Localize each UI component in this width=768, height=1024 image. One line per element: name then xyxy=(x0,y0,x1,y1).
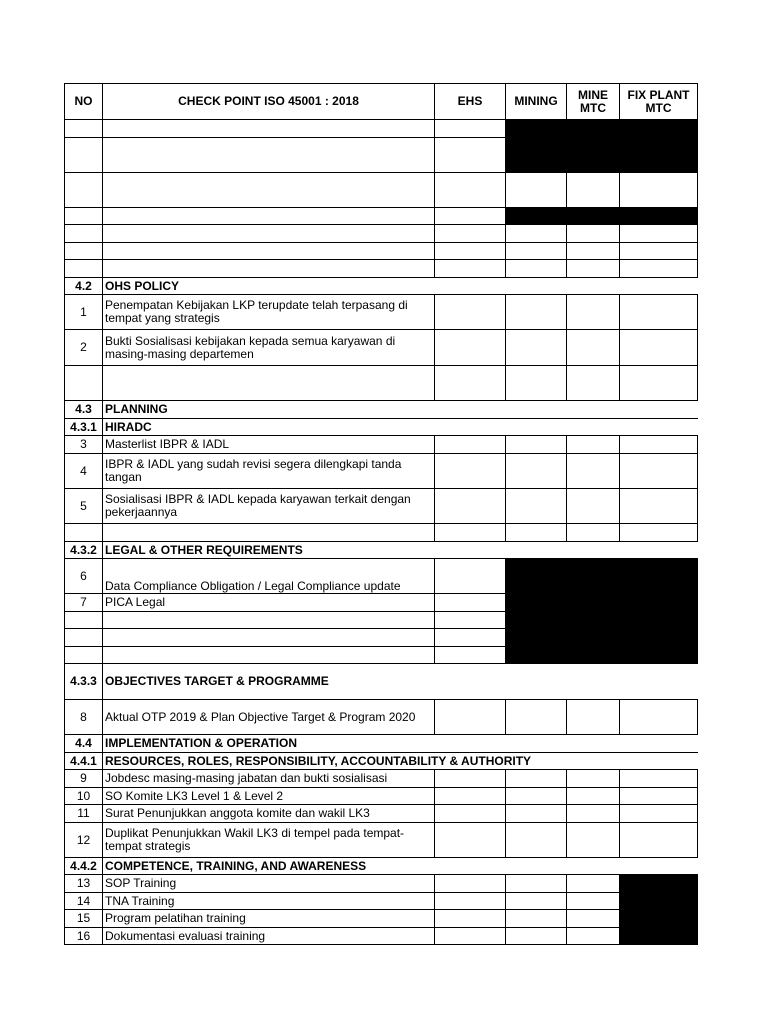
mine-mtc-cell xyxy=(567,612,620,629)
blank-row xyxy=(65,366,698,401)
checkpoint-text xyxy=(103,138,435,173)
ehs-cell[interactable] xyxy=(435,893,506,910)
checkpoint-row xyxy=(65,910,698,928)
checkpoint-text: Jobdesc masing-masing jabatan dan bukti sosialisasi xyxy=(103,770,435,788)
item-number xyxy=(65,260,103,278)
mining-cell[interactable] xyxy=(506,173,567,208)
section-title: IMPLEMENTATION & OPERATION xyxy=(103,735,698,753)
section-row xyxy=(65,401,698,419)
item-number: 7 xyxy=(65,594,103,612)
fix-plant-mtc-cell[interactable] xyxy=(620,295,698,330)
mining-cell[interactable] xyxy=(506,910,567,928)
checkpoint-text xyxy=(103,173,435,208)
section-row xyxy=(65,542,698,559)
fix-plant-mtc-cell[interactable] xyxy=(620,243,698,260)
item-number: 16 xyxy=(65,928,103,945)
checkpoint-row xyxy=(65,489,698,524)
item-number xyxy=(65,225,103,243)
checkpoint-text xyxy=(103,243,435,260)
mining-cell[interactable] xyxy=(506,295,567,330)
col-header-ehs: EHS xyxy=(435,84,506,120)
item-number: 9 xyxy=(65,770,103,788)
item-number: 2 xyxy=(65,330,103,366)
ehs-cell[interactable] xyxy=(435,225,506,243)
section-row xyxy=(65,735,698,753)
blank-row xyxy=(65,524,698,542)
checklist-table xyxy=(64,83,698,945)
ehs-cell[interactable] xyxy=(435,788,506,805)
fix-plant-mtc-cell xyxy=(620,120,698,138)
checklist-sheet xyxy=(64,83,697,945)
mine-mtc-cell[interactable] xyxy=(567,770,620,788)
mining-cell[interactable] xyxy=(506,823,567,858)
mine-mtc-cell[interactable] xyxy=(567,295,620,330)
mining-cell xyxy=(506,120,567,138)
fix-plant-mtc-cell xyxy=(620,928,698,945)
item-number xyxy=(65,208,103,225)
item-number xyxy=(65,120,103,138)
checkpoint-row xyxy=(65,454,698,489)
section-row xyxy=(65,278,698,295)
fix-plant-mtc-cell[interactable] xyxy=(620,454,698,489)
checkpoint-text xyxy=(103,612,435,629)
mining-cell[interactable] xyxy=(506,243,567,260)
mine-mtc-cell[interactable] xyxy=(567,910,620,928)
col-header-mine-mtc: MINE MTC xyxy=(567,84,620,120)
mine-mtc-cell xyxy=(567,594,620,612)
ehs-cell[interactable] xyxy=(435,366,506,401)
ehs-cell[interactable] xyxy=(435,875,506,893)
ehs-cell[interactable] xyxy=(435,647,506,664)
checkpoint-text: Penempatan Kebijakan LKP terupdate telah terpasang di tempat yang strategis xyxy=(103,295,435,330)
ehs-cell[interactable] xyxy=(435,173,506,208)
section-number: 4.3.1 xyxy=(65,419,103,436)
mine-mtc-cell xyxy=(567,559,620,594)
blank-row xyxy=(65,120,698,138)
checkpoint-row xyxy=(65,330,698,366)
item-number: 3 xyxy=(65,436,103,454)
section-row xyxy=(65,858,698,875)
checkpoint-row xyxy=(65,295,698,330)
fix-plant-mtc-cell xyxy=(620,594,698,612)
section-row xyxy=(65,753,698,770)
ehs-cell[interactable] xyxy=(435,330,506,366)
section-number: 4.4.1 xyxy=(65,753,103,770)
section-number: 4.4 xyxy=(65,735,103,753)
mining-cell xyxy=(506,208,567,225)
item-number: 5 xyxy=(65,489,103,524)
checkpoint-text xyxy=(103,647,435,664)
section-title: LEGAL & OTHER REQUIREMENTS xyxy=(103,542,698,559)
blank-row xyxy=(65,260,698,278)
mining-cell[interactable] xyxy=(506,436,567,454)
checkpoint-text: Masterlist IBPR & IADL xyxy=(103,436,435,454)
checkpoint-row xyxy=(65,788,698,805)
item-number: 15 xyxy=(65,910,103,928)
mine-mtc-cell[interactable] xyxy=(567,700,620,735)
checkpoint-text xyxy=(103,225,435,243)
item-number xyxy=(65,612,103,629)
ehs-cell[interactable] xyxy=(435,612,506,629)
fix-plant-mtc-cell[interactable] xyxy=(620,524,698,542)
checkpoint-row xyxy=(65,436,698,454)
checkpoint-text: SOP Training xyxy=(103,875,435,893)
item-number xyxy=(65,243,103,260)
mining-cell[interactable] xyxy=(506,875,567,893)
item-number: 11 xyxy=(65,805,103,823)
item-number xyxy=(65,173,103,208)
ehs-cell[interactable] xyxy=(435,489,506,524)
mining-cell[interactable] xyxy=(506,805,567,823)
item-number: 14 xyxy=(65,893,103,910)
checkpoint-row xyxy=(65,594,698,612)
ehs-cell[interactable] xyxy=(435,594,506,612)
mining-cell[interactable] xyxy=(506,770,567,788)
blank-row xyxy=(65,225,698,243)
section-number: 4.2 xyxy=(65,278,103,295)
fix-plant-mtc-cell xyxy=(620,893,698,910)
checkpoint-text xyxy=(103,524,435,542)
checkpoint-text: PICA Legal xyxy=(103,594,435,612)
checkpoint-row xyxy=(65,893,698,910)
checkpoint-text: Dokumentasi evaluasi training xyxy=(103,928,435,945)
mine-mtc-cell[interactable] xyxy=(567,524,620,542)
mining-cell xyxy=(506,138,567,173)
ehs-cell[interactable] xyxy=(435,260,506,278)
fix-plant-mtc-cell[interactable] xyxy=(620,489,698,524)
mining-cell[interactable] xyxy=(506,489,567,524)
mining-cell xyxy=(506,647,567,664)
section-number: 4.3 xyxy=(65,401,103,419)
ehs-cell[interactable] xyxy=(435,138,506,173)
checkpoint-row xyxy=(65,805,698,823)
item-number xyxy=(65,138,103,173)
checkpoint-text: IBPR & IADL yang sudah revisi segera dilengkapi tanda tangan xyxy=(103,454,435,489)
checkpoint-row xyxy=(65,770,698,788)
fix-plant-mtc-cell[interactable] xyxy=(620,260,698,278)
blank-row xyxy=(65,243,698,260)
checkpoint-text xyxy=(103,629,435,647)
mine-mtc-cell xyxy=(567,629,620,647)
mine-mtc-cell[interactable] xyxy=(567,805,620,823)
section-title: HIRADC xyxy=(103,419,698,436)
ehs-cell[interactable] xyxy=(435,559,506,594)
mine-mtc-cell xyxy=(567,120,620,138)
ehs-cell[interactable] xyxy=(435,454,506,489)
ehs-cell[interactable] xyxy=(435,295,506,330)
mining-cell[interactable] xyxy=(506,893,567,910)
mine-mtc-cell[interactable] xyxy=(567,243,620,260)
section-number: 4.4.2 xyxy=(65,858,103,875)
section-number: 4.3.2 xyxy=(65,542,103,559)
header-row xyxy=(65,84,698,120)
fix-plant-mtc-cell[interactable] xyxy=(620,225,698,243)
ehs-cell[interactable] xyxy=(435,910,506,928)
blank-row xyxy=(65,208,698,225)
checkpoint-row xyxy=(65,875,698,893)
section-title: PLANNING xyxy=(103,401,698,419)
mine-mtc-cell[interactable] xyxy=(567,788,620,805)
mining-cell[interactable] xyxy=(506,788,567,805)
item-number xyxy=(65,366,103,401)
ehs-cell[interactable] xyxy=(435,436,506,454)
checkpoint-text: SO Komite LK3 Level 1 & Level 2 xyxy=(103,788,435,805)
mine-mtc-cell xyxy=(567,138,620,173)
checkpoint-text xyxy=(103,120,435,138)
mine-mtc-cell[interactable] xyxy=(567,928,620,945)
fix-plant-mtc-cell xyxy=(620,910,698,928)
section-row xyxy=(65,664,698,700)
fix-plant-mtc-cell xyxy=(620,138,698,173)
checkpoint-text: Duplikat Penunjukkan Wakil LK3 di tempel pada tempat-tempat strategis xyxy=(103,823,435,858)
ehs-cell[interactable] xyxy=(435,928,506,945)
mining-cell[interactable] xyxy=(506,330,567,366)
ehs-cell[interactable] xyxy=(435,823,506,858)
checkpoint-row xyxy=(65,700,698,735)
blank-row xyxy=(65,173,698,208)
blank-row xyxy=(65,647,698,664)
fix-plant-mtc-cell[interactable] xyxy=(620,823,698,858)
checkpoint-text xyxy=(103,260,435,278)
mining-cell[interactable] xyxy=(506,524,567,542)
col-header-no: NO xyxy=(65,84,103,120)
item-number: 4 xyxy=(65,454,103,489)
checklist-body xyxy=(65,120,698,945)
checkpoint-text xyxy=(103,208,435,225)
mining-cell[interactable] xyxy=(506,454,567,489)
mining-cell[interactable] xyxy=(506,700,567,735)
fix-plant-mtc-cell xyxy=(620,875,698,893)
mining-cell xyxy=(506,559,567,594)
fix-plant-mtc-cell[interactable] xyxy=(620,700,698,735)
section-row xyxy=(65,419,698,436)
ehs-cell[interactable] xyxy=(435,208,506,225)
mine-mtc-cell[interactable] xyxy=(567,173,620,208)
section-title: OBJECTIVES TARGET & PROGRAMME xyxy=(103,664,698,700)
fix-plant-mtc-cell xyxy=(620,647,698,664)
checkpoint-text: Surat Penunjukkan anggota komite dan wakil LK3 xyxy=(103,805,435,823)
blank-row xyxy=(65,612,698,629)
checkpoint-text: Sosialisasi IBPR & IADL kepada karyawan terkait dengan pekerjaannya xyxy=(103,489,435,524)
mining-cell xyxy=(506,629,567,647)
mine-mtc-cell[interactable] xyxy=(567,225,620,243)
ehs-cell[interactable] xyxy=(435,243,506,260)
mine-mtc-cell[interactable] xyxy=(567,489,620,524)
ehs-cell[interactable] xyxy=(435,120,506,138)
mine-mtc-cell xyxy=(567,208,620,225)
fix-plant-mtc-cell xyxy=(620,629,698,647)
checkpoint-text: Aktual OTP 2019 & Plan Objective Target & Program 2020 xyxy=(103,700,435,735)
mining-cell xyxy=(506,612,567,629)
ehs-cell[interactable] xyxy=(435,805,506,823)
mine-mtc-cell[interactable] xyxy=(567,823,620,858)
fix-plant-mtc-cell[interactable] xyxy=(620,330,698,366)
section-number: 4.3.3 xyxy=(65,664,103,700)
col-header-checkpoint: CHECK POINT ISO 45001 : 2018 xyxy=(103,84,435,120)
item-number: 12 xyxy=(65,823,103,858)
checkpoint-text: Data Compliance Obligation / Legal Compliance update xyxy=(103,559,435,594)
item-number: 6 xyxy=(65,559,103,594)
mine-mtc-cell[interactable] xyxy=(567,893,620,910)
item-number xyxy=(65,524,103,542)
section-title: OHS POLICY xyxy=(103,278,698,295)
checkpoint-text xyxy=(103,366,435,401)
fix-plant-mtc-cell[interactable] xyxy=(620,805,698,823)
ehs-cell[interactable] xyxy=(435,629,506,647)
checkpoint-text: Bukti Sosialisasi kebijakan kepada semua karyawan di masing-masing departemen xyxy=(103,330,435,366)
mine-mtc-cell[interactable] xyxy=(567,454,620,489)
mine-mtc-cell[interactable] xyxy=(567,330,620,366)
section-title: RESOURCES, ROLES, RESPONSIBILITY, ACCOUNTABILITY & AUTHORITY xyxy=(103,753,698,770)
item-number: 13 xyxy=(65,875,103,893)
mine-mtc-cell[interactable] xyxy=(567,436,620,454)
mine-mtc-cell[interactable] xyxy=(567,875,620,893)
item-number: 8 xyxy=(65,700,103,735)
ehs-cell[interactable] xyxy=(435,524,506,542)
mining-cell[interactable] xyxy=(506,928,567,945)
section-title: COMPETENCE, TRAINING, AND AWARENESS xyxy=(103,858,698,875)
blank-row xyxy=(65,138,698,173)
col-header-mining: MINING xyxy=(506,84,567,120)
item-number: 10 xyxy=(65,788,103,805)
fix-plant-mtc-cell[interactable] xyxy=(620,366,698,401)
mining-cell xyxy=(506,594,567,612)
fix-plant-mtc-cell[interactable] xyxy=(620,770,698,788)
mining-cell[interactable] xyxy=(506,260,567,278)
mining-cell[interactable] xyxy=(506,366,567,401)
checkpoint-text: Program pelatihan training xyxy=(103,910,435,928)
fix-plant-mtc-cell[interactable] xyxy=(620,436,698,454)
col-header-fix-plant-mtc: FIX PLANT MTC xyxy=(620,84,698,120)
checkpoint-row xyxy=(65,559,698,594)
item-number: 1 xyxy=(65,295,103,330)
fix-plant-mtc-cell xyxy=(620,559,698,594)
ehs-cell[interactable] xyxy=(435,770,506,788)
ehs-cell[interactable] xyxy=(435,700,506,735)
checkpoint-row xyxy=(65,823,698,858)
fix-plant-mtc-cell xyxy=(620,208,698,225)
fix-plant-mtc-cell[interactable] xyxy=(620,788,698,805)
fix-plant-mtc-cell xyxy=(620,612,698,629)
fix-plant-mtc-cell[interactable] xyxy=(620,173,698,208)
mine-mtc-cell[interactable] xyxy=(567,366,620,401)
blank-row xyxy=(65,629,698,647)
mine-mtc-cell[interactable] xyxy=(567,260,620,278)
item-number xyxy=(65,629,103,647)
checkpoint-row xyxy=(65,928,698,945)
mine-mtc-cell xyxy=(567,647,620,664)
item-number xyxy=(65,647,103,664)
mining-cell[interactable] xyxy=(506,225,567,243)
checkpoint-text: TNA Training xyxy=(103,893,435,910)
